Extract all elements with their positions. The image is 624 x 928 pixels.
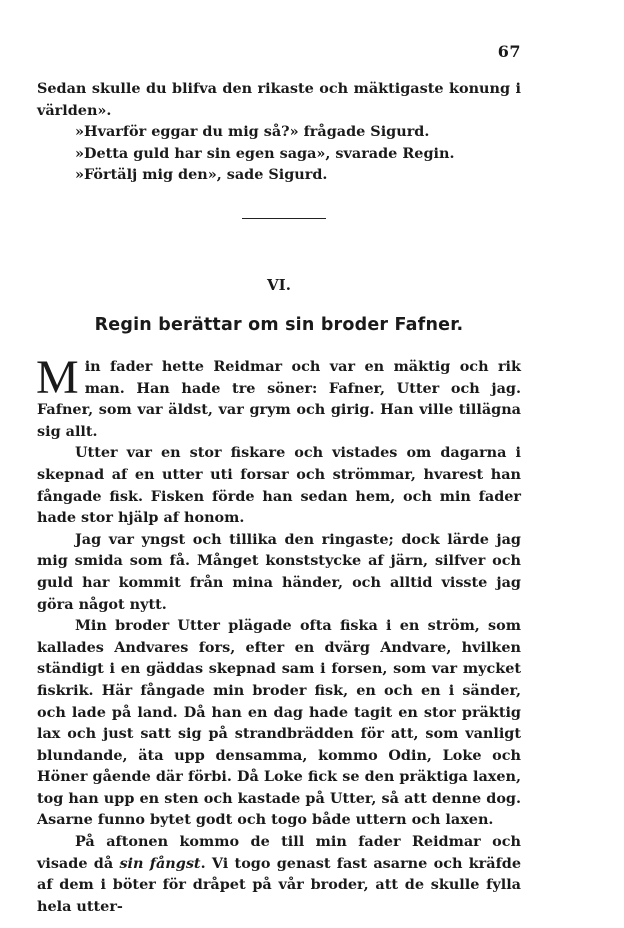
- opening-text: [37, 78, 521, 186]
- paragraph: [37, 831, 521, 917]
- chapter-title: Regin berättar om sin broder Fafner.: [94, 315, 464, 335]
- paragraph: Jag var yngst och tillika den ringaste; dock lärde jag mig smida som få. Månget konststycke af järn, silfver och guld har kommit från mina händer, och alltid visste jag göra något nytt.: [37, 530, 521, 613]
- paragraph-text: . Vi togo genast fast asarne och kräfde af dem i böter för dråpet på vår broder, att de skulle fylla hela utter-: [37, 854, 521, 915]
- drop-cap: M: [36, 351, 79, 404]
- section-divider: [242, 218, 326, 219]
- paragraph-text: in fader hette Reidmar och var en mäktig och rik man. Han hade tre söner: Fafner, Utter och jag. Fafner, som var äldst, var grym och girig. Han ville tillägna sig allt.: [37, 358, 521, 440]
- paragraph: »Hvarför eggar du mig så?» frågade Sigurd.: [75, 123, 430, 141]
- paragraph: »Detta guld har sin egen saga», svarade Regin.: [75, 144, 455, 162]
- paragraph: Sedan skulle du blifva den rikaste och mäktigaste konung i världen».: [37, 80, 521, 119]
- paragraph: Utter var en stor fiskare och vistades om dagarna i skepnad af en utter uti forsar och strömmar, hvarest han fångade fisk. Fisken förde han sedan hem, och min fader hade stor hjälp af honom.: [37, 444, 521, 527]
- page-number: 67: [497, 42, 521, 61]
- chapter-body: [36, 351, 521, 917]
- paragraph: Min broder Utter plägade ofta fiska i en ström, som kallades Andvares fors, efter en dvärg Andvare, hvilken ständigt i en gäddas skepnad sam i forsen, som var mycket fiskrik. Här fångade min broder fisk, en och en i sänder, och lade på land. Då han en dag hade tagit en stor präktig lax och just satt sig på strandbrädden för att, som vanligt blundande, äta upp densamma, kommo Odin, Loke och Höner gående där förbi. Då Loke fick se den präktiga laxen, tog han upp en sten och kastade på Utter, så att denne dog. Asarne funno bytet godt och togo både uttern och laxen.: [37, 617, 521, 829]
- chapter-number: VI.: [267, 276, 291, 294]
- italic-phrase: sin fångst: [119, 854, 201, 872]
- paragraph: »Förtälj mig den», sade Sigurd.: [75, 166, 328, 184]
- paragraph: [36, 351, 521, 442]
- paragraph-text: På aftonen kommo de till min fader Reidmar och visade då: [37, 833, 521, 872]
